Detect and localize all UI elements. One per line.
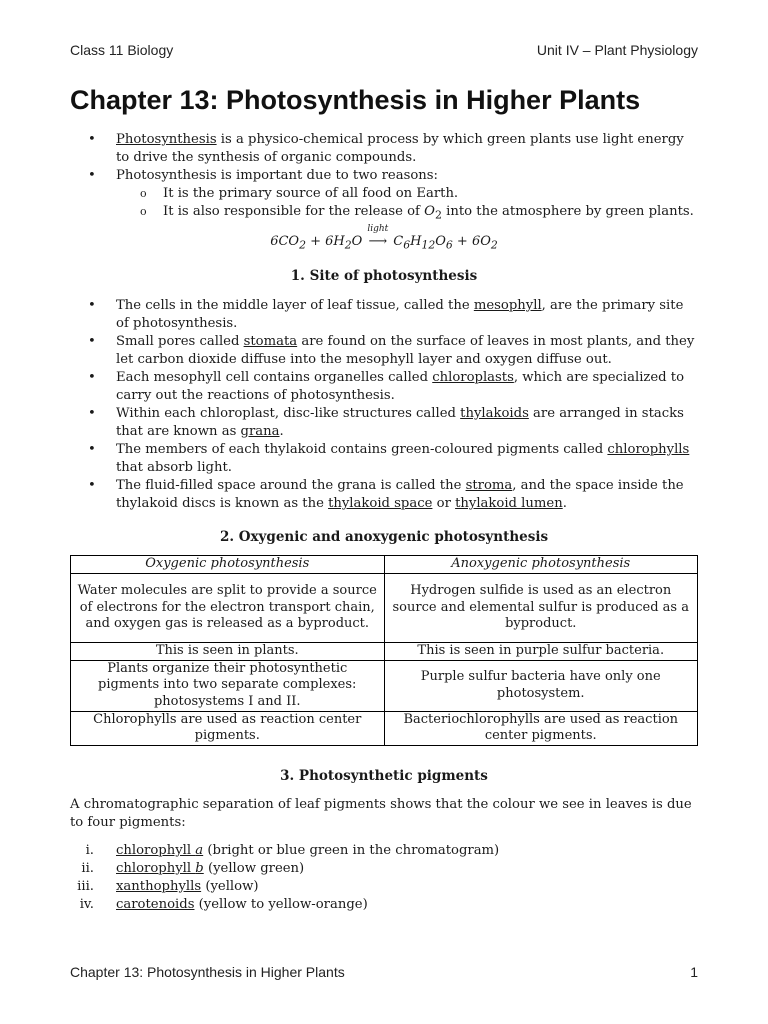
section-title: 3. Photosynthetic pigments [280, 768, 488, 784]
text: It is also responsible for the release of [163, 204, 425, 219]
list-item [70, 297, 698, 333]
eq-part: O [351, 234, 363, 249]
text: (yellow green) [203, 861, 305, 876]
eq-part: + 6O [452, 234, 491, 249]
pigments-intro: A chromatographic separation of leaf pigments shows that the colour we see in leaves is due to four pigments: [70, 797, 692, 830]
text: Photosynthesis is important due to two reasons: [116, 168, 438, 183]
table-cell: This is seen in purple sulfur bacteria. [384, 643, 698, 661]
pigment-list [70, 842, 698, 914]
intro-list [70, 131, 698, 225]
list-item [70, 477, 698, 513]
subscript: 6 [403, 238, 411, 252]
list-number: i. [85, 843, 94, 858]
table-header-row [71, 556, 698, 574]
text: Small pores called [116, 334, 244, 349]
term: chlorophylls [607, 442, 690, 457]
list-number: iv. [79, 897, 94, 912]
column-header: Oxygenic photosynthesis [71, 556, 385, 574]
column-header: Anoxygenic photosynthesis [384, 556, 698, 574]
header-unit: Unit IV – Plant Physiology [536, 42, 698, 58]
eq-part: + 6H [306, 234, 345, 249]
subscript: 2 [299, 238, 306, 252]
list-item [70, 405, 698, 441]
list-item [70, 842, 698, 860]
comparison-table [70, 555, 698, 746]
subscript: 2 [344, 238, 352, 252]
text: The fluid-filled space around the grana is called the [116, 478, 466, 493]
term: thylakoid lumen [455, 496, 563, 511]
list-item [70, 369, 698, 405]
table-row [71, 660, 698, 711]
list-number: ii. [81, 861, 94, 876]
text: Within each chloroplast, disc-like structures called [116, 406, 461, 421]
subscript: 12 [421, 238, 436, 252]
term-photosynthesis: Photosynthesis [116, 132, 217, 147]
term: xanthophylls [116, 879, 202, 894]
eq-part: H [410, 234, 422, 249]
table-row [71, 643, 698, 661]
site-list [70, 297, 698, 513]
table-cell: This is seen in plants. [71, 643, 385, 661]
table-cell: Purple sulfur bacteria have only one photosystem. [384, 660, 698, 711]
table-cell: Chlorophylls are used as reaction center pigments. [71, 711, 385, 745]
text: that absorb light. [116, 460, 232, 475]
list-item [70, 441, 698, 477]
eq-part: 6CO [270, 234, 300, 249]
text: (yellow to yellow-orange) [194, 897, 368, 912]
list-item [70, 333, 698, 369]
table-cell: Bacteriochlorophylls are used as reaction center pigments. [384, 711, 698, 745]
reaction-arrow [366, 224, 389, 249]
arrow-label: light [367, 224, 389, 234]
subscript: 6 [445, 238, 453, 252]
term: stroma [465, 478, 513, 493]
text: is a physico-chemical process by which green plants use light energy to drive the synthesis of organic compounds. [116, 132, 684, 165]
text: (bright or blue green in the chromatogram) [203, 843, 500, 858]
term: thylakoid space [328, 496, 433, 511]
table-row [71, 711, 698, 745]
text: are arranged in stacks that are known as [116, 406, 684, 439]
table-cell: Water molecules are split to provide a source of electrons for the electron transport chain, and oxygen gas is released as a byproduct. [71, 574, 385, 643]
text: , which are specialized to carry out the reactions of photosynthesis. [116, 370, 685, 403]
text: or [432, 496, 456, 511]
text: into the atmosphere by green plants. [441, 204, 694, 219]
subscript: 2 [434, 208, 442, 222]
term: mesophyll [473, 298, 542, 313]
list-item [70, 878, 698, 896]
text: Each mesophyll cell contains organelles called [116, 370, 433, 385]
arrow-icon: ⟶ [368, 234, 388, 249]
table-row [71, 574, 698, 643]
text: , and the space inside the thylakoid discs is known as the [116, 478, 684, 511]
section-title: 1. Site of photosynthesis [290, 268, 478, 284]
section-title: 2. Oxygenic and anoxygenic photosynthesis [219, 529, 549, 545]
list-item [70, 131, 698, 167]
text: The cells in the middle layer of leaf tissue, called the [116, 298, 474, 313]
list-number: iii. [77, 879, 94, 894]
text: , are the primary site of photosynthesis. [116, 298, 684, 331]
subscript: 2 [490, 238, 498, 252]
text: (yellow) [201, 879, 259, 894]
text: The members of each thylakoid contains green-coloured pigments called [116, 442, 608, 457]
page-number: 1 [690, 964, 698, 980]
eq-part: O [435, 234, 446, 249]
table-cell: Hydrogen sulfide is used as an electron source and elemental sulfur is produced as a byproduct. [384, 574, 698, 643]
text: are found on the surface of leaves in most plants, and they let carbon dioxide diffuse into the mesophyll layer and oxygen diffuse out. [116, 334, 695, 367]
term: chlorophyll [116, 843, 196, 858]
page-title: Chapter 13: Photosynthesis in Higher Plants [70, 85, 641, 115]
sub-item [70, 203, 698, 225]
o2-formula: O [424, 204, 435, 219]
term: stomata [243, 334, 298, 349]
term-italic: a [195, 843, 204, 858]
sub-item [70, 185, 698, 203]
text: . [279, 424, 284, 439]
term-italic: b [195, 861, 204, 876]
list-item [70, 167, 698, 185]
term: chlorophyll [116, 861, 196, 876]
term: carotenoids [116, 897, 195, 912]
table-cell: Plants organize their photosynthetic pigments into two separate complexes: photosystems I and II. [71, 660, 385, 711]
list-item [70, 860, 698, 878]
term: thylakoids [460, 406, 529, 421]
term: grana [240, 424, 280, 439]
photosynthesis-equation [0, 224, 768, 252]
text: It is the primary source of all food on Earth. [163, 186, 459, 201]
footer-chapter: Chapter 13: Photosynthesis in Higher Plants [70, 964, 345, 980]
term: chloroplasts [432, 370, 514, 385]
text: . [562, 496, 567, 511]
list-item [70, 896, 698, 914]
header-class: Class 11 Biology [70, 42, 174, 58]
eq-part: C [393, 234, 404, 249]
